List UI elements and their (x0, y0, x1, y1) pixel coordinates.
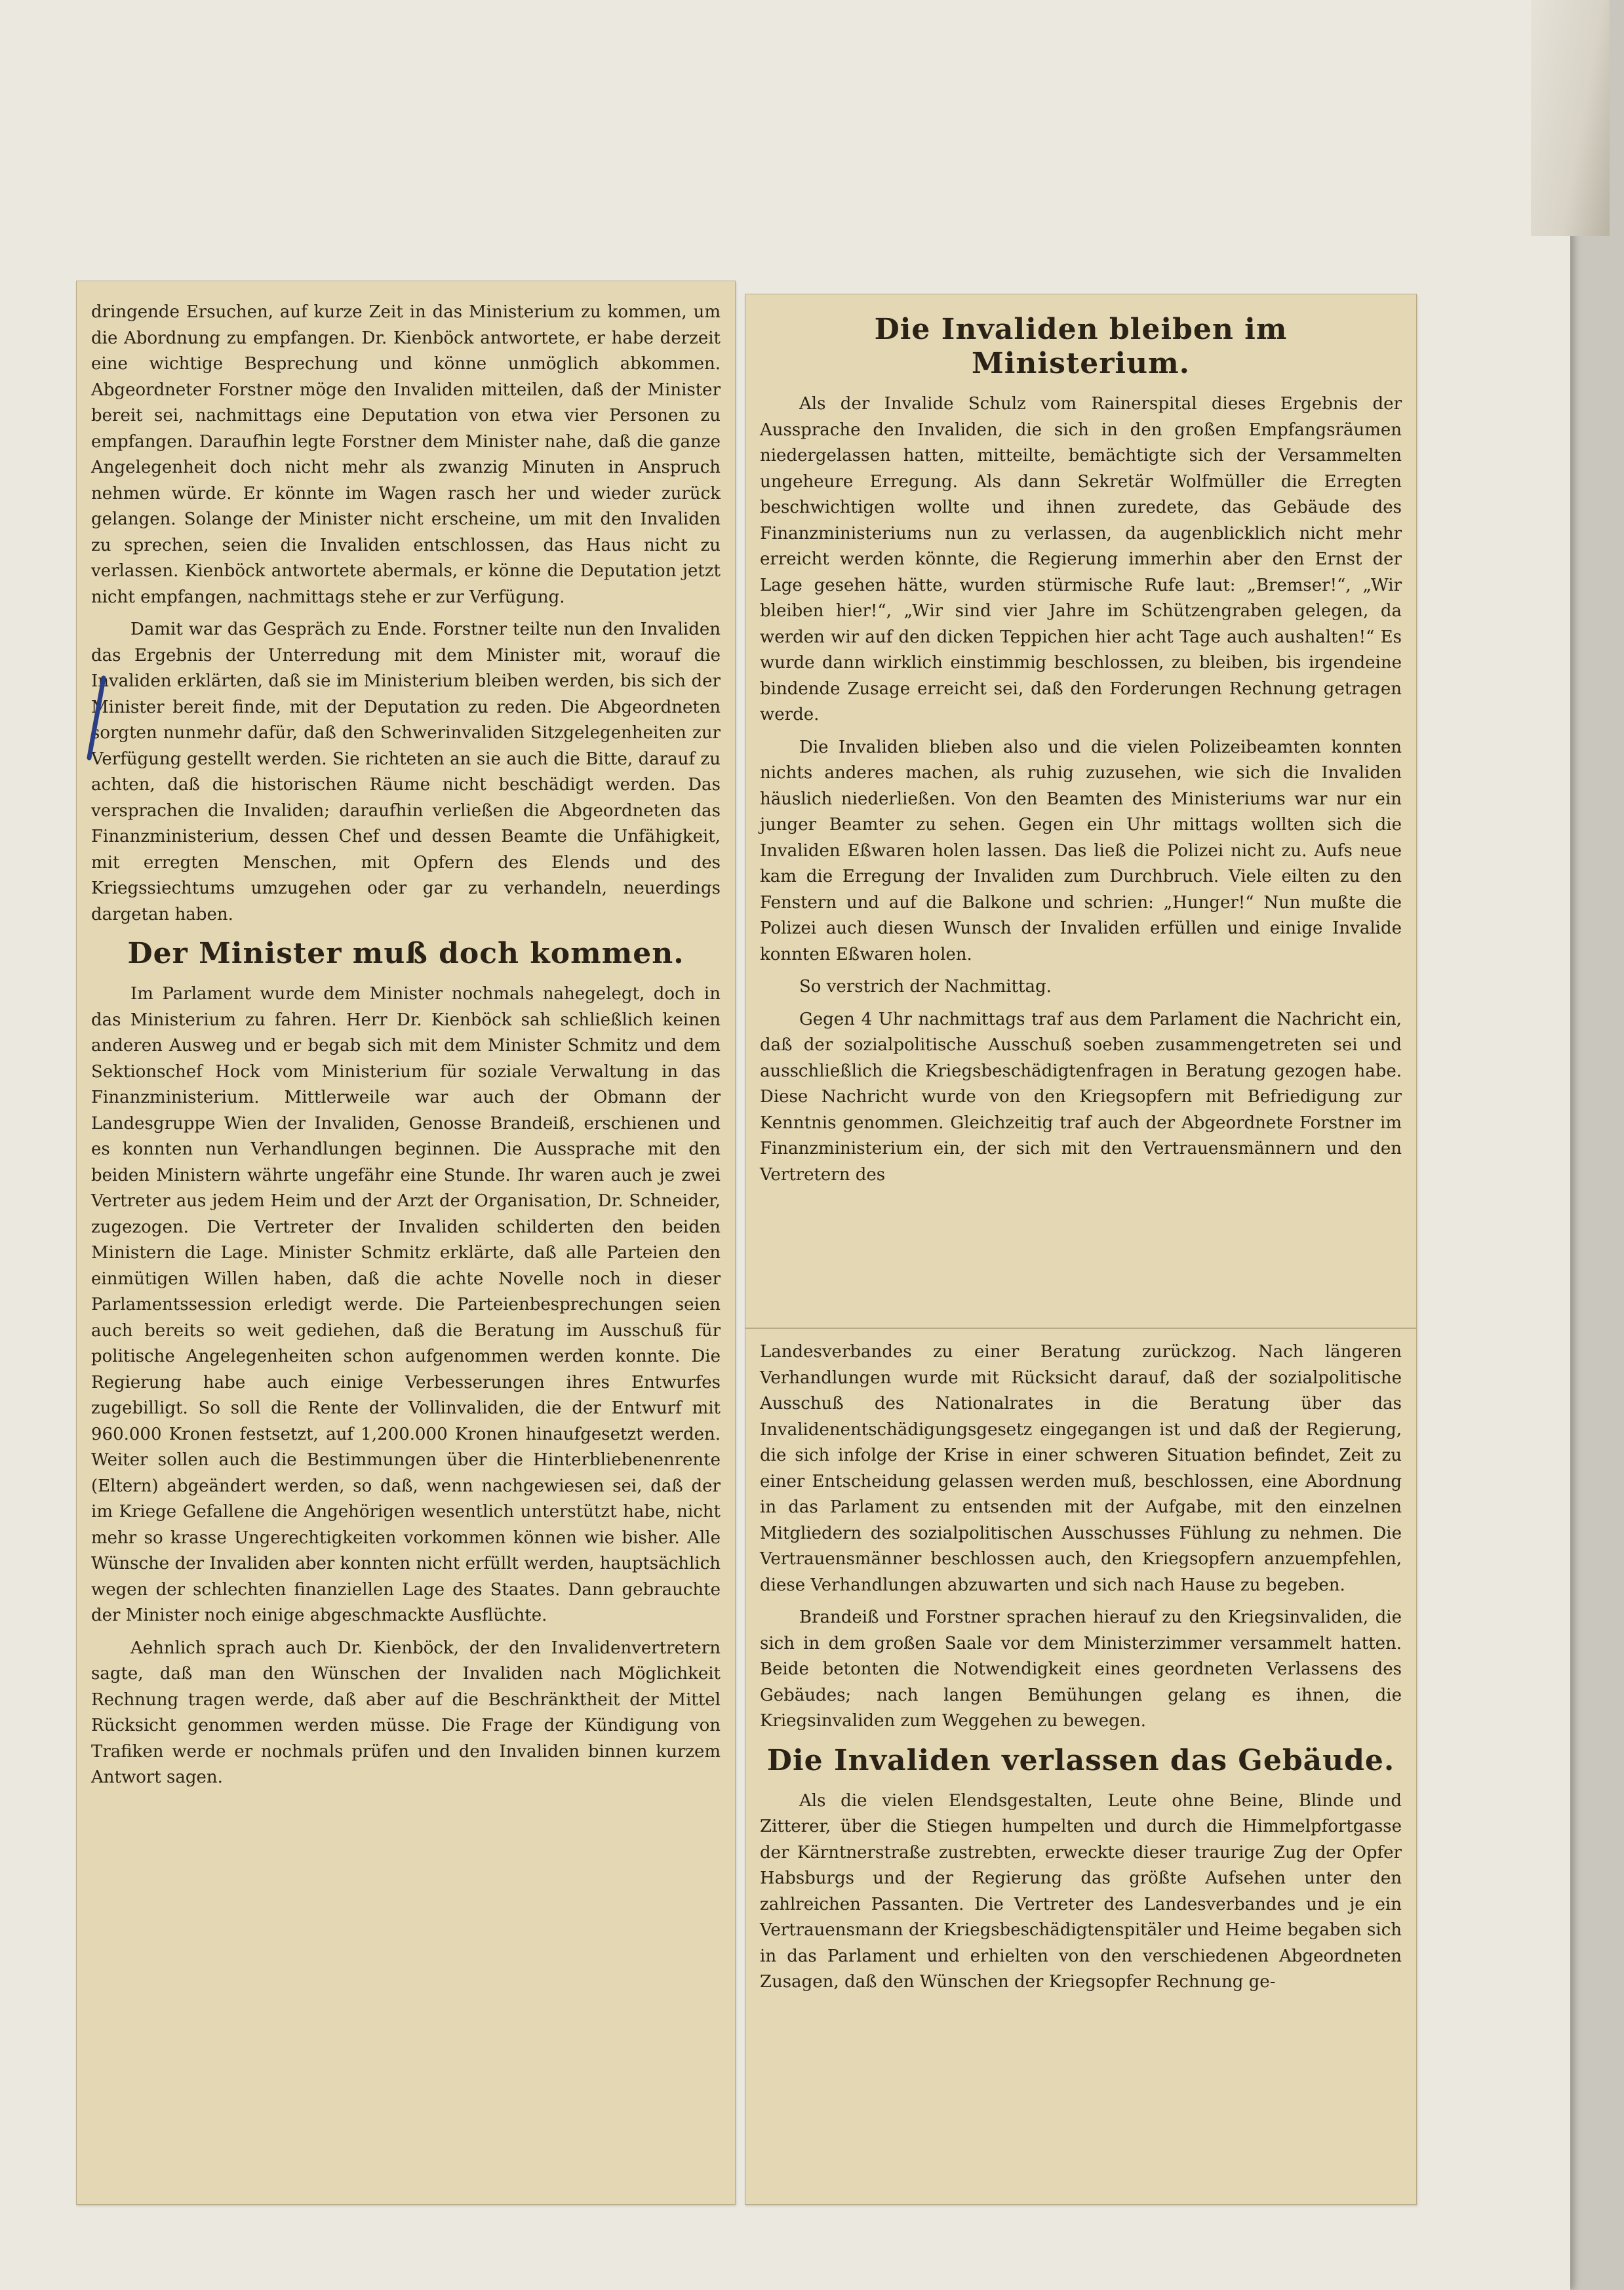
right-bottom-paragraph-1: Landesverbandes zu einer Beratung zurückzog. Nach längeren Verhandlungen wurde mit Rücksicht darauf, daß der sozialpolitische Ausschuß des Nationalrates in die Beratung über das Invalidenentschädigungsgesetz eingegangen ist und daß der Regierung, die sich infolge der Krise in einer schweren Situation befindet, Zeit zu einer Entscheidung gelassen werden muß, beschlossen, eine Abordnung in das Parlament zu entsenden mit der Aufgabe, mit den einzelnen Mitgliedern des sozialpolitischen Ausschusses Fühlung zu nehmen. Die Vertrauensmänner beschlossen auch, den Kriegsopfern anzuempfehlen, diese Verhandlungen abzuwarten und sich nach Hause zu begeben. (760, 1342, 1402, 1595)
left-paragraph-4: Aehnlich sprach auch Dr. Kienböck, der den Invalidenvertretern sagte, daß man den Wünschen der Invaliden nach Möglichkeit Rechnung tragen werde, daß aber auf die Beschränktheit der Mittel Rücksicht genommen werden müsse. Die Frage der Kündigung von Trafiken werde er nochmals prüfen und den Invaliden binnen kurzem Antwort sagen. (91, 1638, 721, 1787)
right-top-paragraph-4: Gegen 4 Uhr nachmittags traf aus dem Parlament die Nachricht ein, daß der sozialpolitische Ausschuß soeben zusammengetreten sei und ausschließlich die Kriegsbeschädigtenfragen in Beratung gezogen habe. Diese Nachricht wurde von den Kriegsopfern mit Befriedigung zur Kenntnis genommen. Gleichzeitig traf auch der Abgeordnete Forstner im Finanzministerium ein, der sich mit den Vertrauensmännern und den Vertretern des (760, 1009, 1402, 1185)
clipping-right-top (745, 294, 1417, 1328)
right-top-paragraph-3: So verstrich der Nachmittag. (799, 977, 1052, 997)
heading-invaliden-bleiben: Die Invaliden bleiben im Ministerium. (874, 313, 1288, 380)
left-paragraph-3: Im Parlament wurde dem Minister nochmals nahegelegt, doch in das Ministerium zu fahren. Herr Dr. Kienböck sah schließlich keinen anderen Ausweg und er begab sich mit dem Minister Schmitz und dem Sektionschef Hock vom Ministerium für soziale Verwaltung in das Finanzministerium. Mittlerweile war auch der Obmann der Landesgruppe Wien der Invaliden, Genosse Brandeiß, erschienen und es konnten nun Verhandlungen beginnen. Die Aussprache mit den beiden Ministern währte ungefähr eine Stunde. Ihr waren auch je zwei Vertreter aus jedem Heim und der Arzt der Organisation, Dr. Schneider, zugezogen. Die Vertreter der Invaliden schilderten den beiden Ministern die Lage. Minister Schmitz erklärte, daß alle Parteien den einmütigen Willen haben, daß die achte Novelle noch in dieser Parlamentssession erledigt werde. Die Parteienbesprechungen seien auch bereits so weit gediehen, daß die Beratung im Ausschuß für politische Angelegenheiten schon aufgenommen werden konnte. Die Regierung habe auch einige Verbesserungen ihres Entwurfes zugebilligt. So soll die Rente der Vollinvaliden, die der Entwurf mit 960.000 Kronen festsetzt, auf 1,200.000 Kronen hinaufgesetzt werden. Weiter sollen auch die Bestimmungen über die Hinterbliebenenrente (Eltern) abgeändert werden, so daß, wenn nachgewiesen sei, daß der im Kriege Gefallene die Angehörigen wesentlich unterstützt habe, nicht mehr so krasse Ungerechtigkeiten vorkommen können wie bisher. Alle Wünsche der Invaliden aber konnten nicht erfüllt werden, hauptsächlich wegen der schlechten finanziellen Lage des Staates. Dann gebrauchte der Minister noch einige abgeschmackte Ausflüchte. (91, 984, 721, 1625)
heading-invaliden-verlassen: Die Invaliden verlassen das Gebäude. (766, 1743, 1395, 1777)
right-top-paragraph-2: Die Invaliden blieben also und die vielen Polizeibeamten konnten nichts anderes machen, als ruhig zuzusehen, wie sich die Invaliden häuslich niederließen. Von den Beamten des Ministeriums war nur ein junger Beamter zu sehen. Gegen ein Uhr mittags wollten sich die Invaliden Eßwaren holen lassen. Das ließ die Polizei nicht zu. Aufs neue kam die Erregung der Invaliden zum Durchbruch. Viele eilten zu den Fenstern und auf die Balkone und schrien: „Hunger!“ Nun mußte die Polizei auch diesen Wunsch der Invaliden erfüllen und einige Invalide konnten Eßwaren holen. (760, 737, 1402, 964)
heading-minister-muss-kommen: Der Minister muß doch kommen. (127, 937, 684, 970)
show-through-stamp (879, 92, 914, 122)
clipping-left-column (76, 281, 736, 2205)
left-paragraph-1: dringende Ersuchen, auf kurze Zeit in das Ministerium zu kommen, um die Abordnung zu empfangen. Dr. Kienböck antwortete, er habe derzeit eine wichtige Besprechung und könne unmöglich abkommen. Abgeordneter Forstner möge den Invaliden mitteilen, daß der Minister bereit sei, nachmittags eine Deputation von etwa vier Personen zu empfangen. Daraufhin legte Forstner dem Minister nahe, daß die ganze Angelegenheit doch nicht mehr als zwanzig Minuten in Anspruch nehmen würde. Er könnte im Wagen rasch her und wieder zurück gelangen. Solange der Minister nicht erscheine, um mit den Invaliden zu sprechen, seien die Invaliden entschlossen, das Haus nicht zu verlassen. Kienböck antwortete abermals, er könne die Deputation jetzt nicht empfangen, nachmittags stehe er zur Verfügung. (91, 302, 721, 607)
left-paragraph-2: Damit war das Gespräch zu Ende. Forstner teilte nun den Invaliden das Ergebnis der Unterredung mit dem Minister mit, worauf die Invaliden erklärten, daß sie im Ministerium bleiben werden, bis sich der Minister bereit finde, mit der Deputation zu reden. Die Abgeordneten sorgten nunmehr dafür, daß den Schwerinvaliden Sitzgelegenheiten zur Verfügung gestellt werden. Sie richteten an sie auch die Bitte, darauf zu achten, daß die historischen Räume nicht beschädigt werden. Das versprachen die Invaliden; daraufhin verließen die Abgeordneten das Finanzministerium, dessen Chef und dessen Beamte die Unfähigkeit, mit erregten Menschen, mit Opfern des Elends und des Kriegssiechtums umzugehen oder gar zu verhandeln, neuerdings dargetan haben. (91, 620, 721, 924)
right-bottom-paragraph-2: Brandeiß und Forstner sprachen hierauf zu den Kriegsinvaliden, die sich in dem großen Saale vor dem Ministerzimmer versammelt hatten. Beide betonten die Notwendigkeit eines geordneten Verlassens des Gebäudes; nach langen Bemühungen gelang es ihnen, die Kriegsinvaliden zum Weggehen zu bewegen. (760, 1608, 1402, 1731)
clipping-right-bottom (745, 1328, 1417, 2205)
pen-mark-annotation (84, 675, 110, 760)
right-top-paragraph-1: Als der Invalide Schulz vom Rainerspital dieses Ergebnis der Aussprache den Invaliden, die sich in den großen Empfangsräumen niedergelassen hatten, mitteilte, bemächtigte sich der Versammelten ungeheure Erregung. Als dann Sekretär Wolfmüller die Erregten beschwichtigen wollte und ihnen zuredete, das Gebäude des Finanzministeriums nun zu verlassen, da augenblicklich nicht mehr erreicht werden könnte, die Regierung immerhin aber den Ernst der Lage gesehen hätte, wurden stürmische Rufe laut: „Bremser!“, „Wir bleiben hier!“, „Wir sind vier Jahre im Schützengraben gelegen, da werden wir auf den dicken Teppichen hier acht Tage auch aushalten!“ Es wurde dann wirklich einstimmig beschlossen, zu bleiben, bis irgendeine bindende Zusage erreicht sei, daß den Forderungen Rechnung getragen werde. (760, 394, 1402, 724)
sheet-fold (1531, 0, 1610, 236)
right-bottom-paragraph-3: Als die vielen Elendsgestalten, Leute ohne Beine, Blinde und Zitterer, über die Stiegen humpelten und durch die Himmelpfortgasse der Kärntnerstraße zustrebten, erweckte dieser traurige Zug der Opfer Habsburgs und der Regierung das größte Aufsehen unter den zahlreichen Passanten. Die Vertreter des Landesverbandes und je ein Vertrauensmann der Kriegsbeschädigtenspitäler und Heime begaben sich in das Parlament und erhielten von den verschiedenen Abgeordneten Zusagen, daß den Wünschen der Kriegsopfer Rechnung ge- (760, 1790, 1402, 1992)
